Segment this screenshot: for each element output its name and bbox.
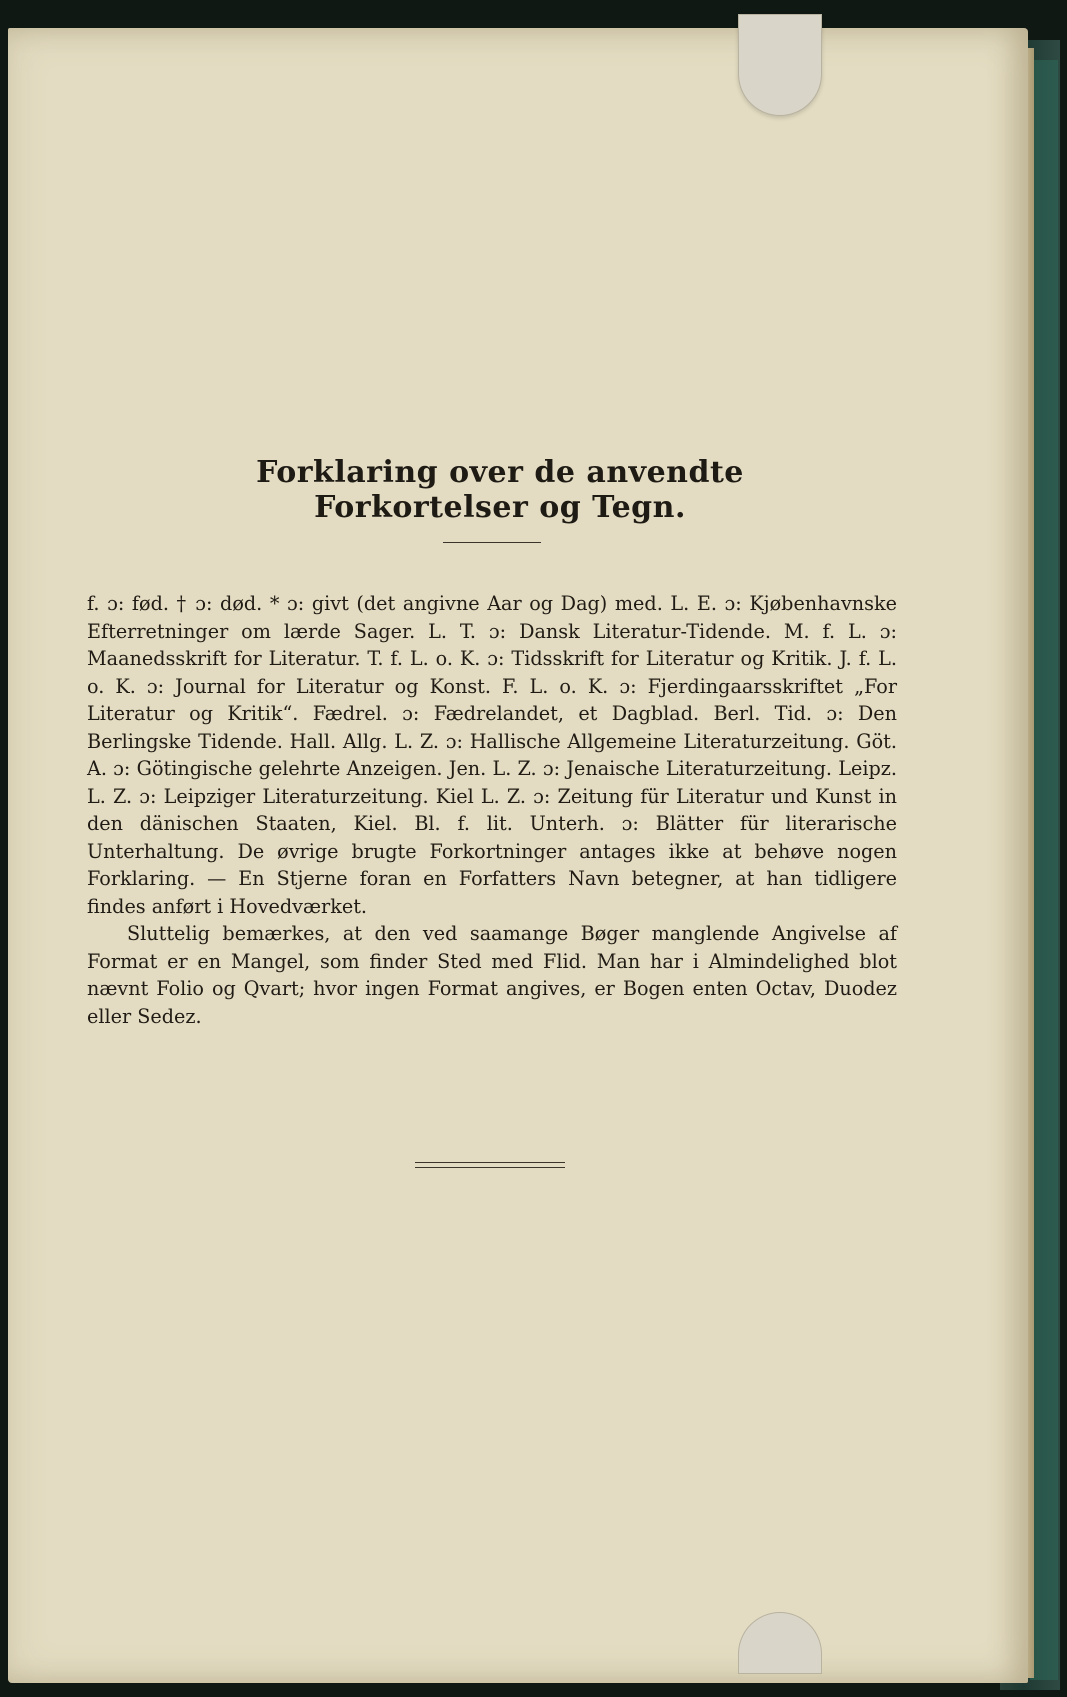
abbreviations-paragraph: f. ɔ: fød. † ɔ: død. * ɔ: givt (det angivne Aar og Dag) med. L. E. ɔ: Kjøbenhavnske Efterretninger om lærde Sager. L. T. ɔ: Dansk Literatur-Tidende. M. f. L. ɔ: Maanedsskrift for Literatur. T. f. L. o. K. ɔ: Tidsskrift for Literatur og Kritik. J. f. L. o. K. ɔ: Journal for Literatur og Konst. F. L. o. K. ɔ: Fjerdingaarsskriftet „For Literatur og Kritik“. Fædrel. ɔ: Fædrelandet, et Dagblad. Berl. Tid. ɔ: Den Berlingske Tidende. Hall. Allg. L. Z. ɔ: Hallische Allgemeine Literaturzeitung. Göt. A. ɔ: Götingische gelehrte Anzeigen. Jen. L. Z. ɔ: Jenaische Literaturzeitung. Leipz. L. Z. ɔ: Leipziger Literaturzeitung. Kiel L. Z. ɔ: Zeitung für Literatur und Kunst in den dänischen Staaten, Kiel. Bl. f. lit. Unterh. ɔ: Blätter für literarische Unterhaltung. De øvrige brugte Forkortninger antages ikke at behøve nogen Forklaring. — En Stjerne foran en Forfatters Navn betegner, at han tidligere findes anført i Hovedværket. bbox=[87, 592, 897, 918]
page-clip-top bbox=[738, 14, 822, 116]
page-heading: Forklaring over de anvendte Forkortelser og Tegn. bbox=[256, 455, 744, 525]
format-note-paragraph: Sluttelig bemærkes, at den ved saamange Bøger manglende Angivelse af Format er en Mangel, som finder Sted med Flid. Man har i Almindelighed blot nævnt Folio og Qvart; hvor ingen Format angives, er Bogen enten Octav, Duodez eller Sedez. bbox=[87, 922, 897, 1028]
book-spine bbox=[1030, 60, 1058, 1680]
abbreviations-text bbox=[87, 590, 897, 1030]
heading-rule bbox=[443, 542, 541, 543]
closing-double-rule bbox=[415, 1162, 565, 1168]
